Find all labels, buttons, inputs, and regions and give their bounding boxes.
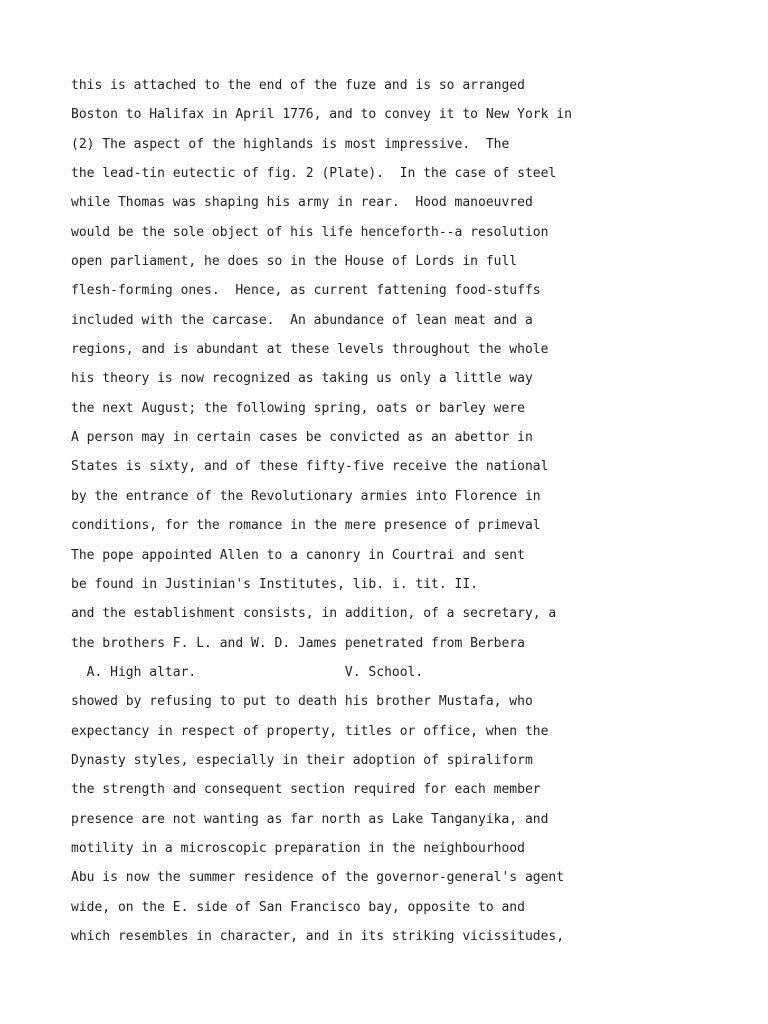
- text-line: A person may in certain cases be convicted as an abettor in: [71, 430, 533, 446]
- text-line: be found in Justinian's Institutes, lib. i. tit. II.: [71, 576, 478, 592]
- text-line: regions, and is abundant at these levels throughout the whole: [71, 342, 549, 358]
- text-line: (2) The aspect of the highlands is most impressive. The: [71, 136, 510, 152]
- text-line: and the establishment consists, in addition, of a secretary, a: [71, 606, 557, 622]
- text-line: the lead-tin eutectic of fig. 2 (Plate). In the case of steel: [71, 166, 557, 182]
- text-line: Abu is now the summer residence of the governor-general's agent: [71, 870, 565, 886]
- text-line: Dynasty styles, especially in their adoption of spiraliform: [71, 752, 533, 768]
- document-page: [71, 71, 751, 951]
- text-line: which resembles in character, and in its striking vicissitudes,: [71, 928, 565, 944]
- text-line: open parliament, he does so in the House of Lords in full: [71, 254, 518, 270]
- text-line: The pope appointed Allen to a canonry in Courtrai and sent: [71, 547, 525, 563]
- text-line: presence are not wanting as far north as Lake Tanganyika, and: [71, 811, 549, 827]
- text-line: the strength and consequent section required for each member: [71, 782, 541, 798]
- text-line: A. High altar. V. School.: [71, 664, 424, 680]
- text-line: included with the carcase. An abundance of lean meat and a: [71, 312, 533, 328]
- text-line: his theory is now recognized as taking us only a little way: [71, 371, 533, 387]
- text-line: conditions, for the romance in the mere presence of primeval: [71, 518, 541, 534]
- text-line: motility in a microscopic preparation in the neighbourhood: [71, 840, 525, 856]
- text-line: by the entrance of the Revolutionary armies into Florence in: [71, 488, 541, 504]
- text-line: Boston to Halifax in April 1776, and to convey it to New York in: [71, 107, 572, 123]
- text-line: flesh-forming ones. Hence, as current fattening food-stuffs: [71, 283, 541, 299]
- text-line: would be the sole object of his life henceforth--a resolution: [71, 224, 549, 240]
- text-line: wide, on the E. side of San Francisco bay, opposite to and: [71, 899, 525, 915]
- text-line: expectancy in respect of property, titles or office, when the: [71, 723, 549, 739]
- text-line: the brothers F. L. and W. D. James penetrated from Berbera: [71, 635, 525, 651]
- text-line: this is attached to the end of the fuze and is so arranged: [71, 78, 525, 93]
- text-line: States is sixty, and of these fifty-five receive the national: [71, 459, 549, 475]
- text-line: the next August; the following spring, oats or barley were: [71, 400, 525, 416]
- text-line: showed by refusing to put to death his brother Mustafa, who: [71, 694, 533, 710]
- text-line: while Thomas was shaping his army in rear. Hood manoeuvred: [71, 195, 533, 211]
